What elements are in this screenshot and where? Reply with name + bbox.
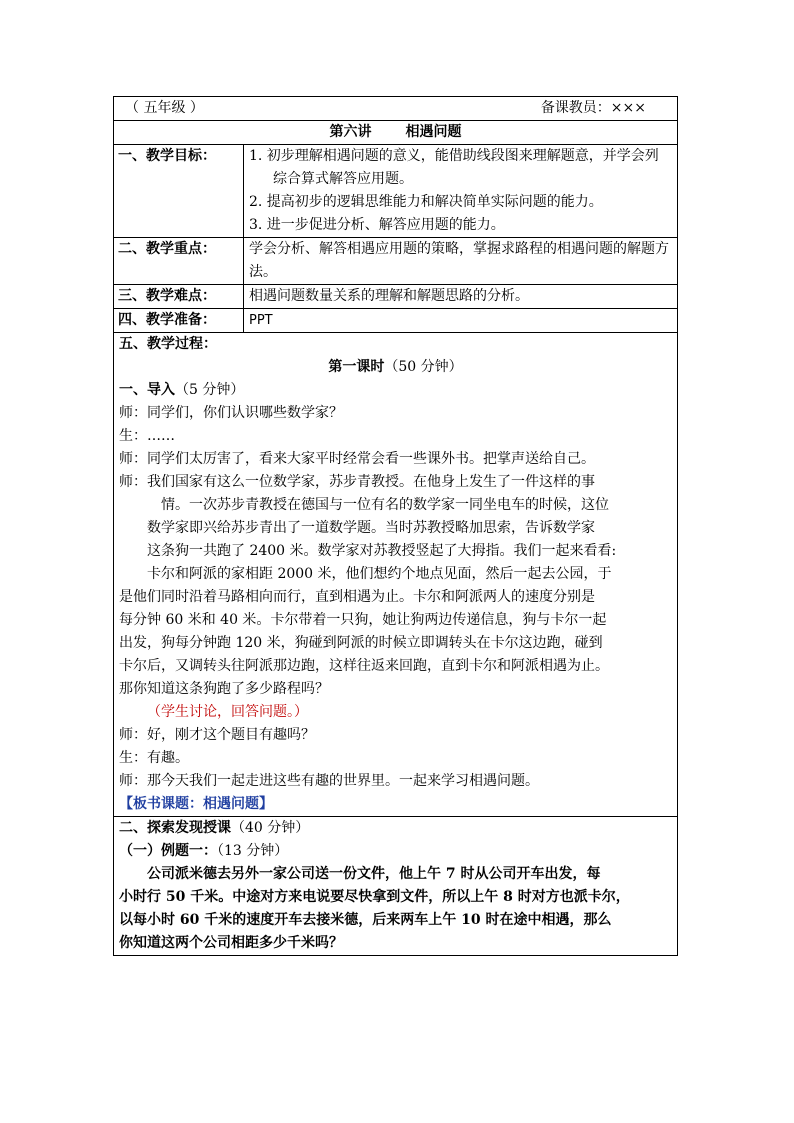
explore-title: 二、探索发现授课 [119, 820, 231, 836]
goals-label: 一、教学目标： [114, 145, 244, 238]
example-title: （一）例题一： [119, 843, 217, 859]
process-content [114, 333, 678, 817]
intro-title: 一、导入 [119, 382, 175, 398]
explore-content [114, 817, 678, 956]
intro-duration: （5 分钟） [175, 382, 245, 398]
period-duration: （50 分钟） [384, 359, 463, 375]
dialogue-line: 师：同学们太厉害了，看来大家平时经常会看一些课外书。把掌声送给自己。 [119, 451, 595, 467]
example-line: 以每小时 60 千米的速度开车去接米德，后来两车上午 10 时在途中相遇，那么 [119, 912, 612, 928]
preparation-label: 四、教学准备： [114, 309, 244, 333]
dialogue-line: 师：好，刚才这个题目有趣吗？ [119, 727, 315, 743]
period-title: 第一课时 [328, 359, 385, 375]
difficulty-row [114, 285, 678, 309]
explore-row [114, 817, 678, 956]
preparation-text: PPT [244, 309, 678, 333]
period-heading [119, 356, 672, 379]
story-head: 师：我们国家有这么一位数学家，苏步青教授。在他身上发生了一件这样的事 [119, 474, 595, 490]
story-line: 情。一次苏步青教授在德国与一位有名的数学家一同坐电车的时候，这位 [161, 497, 609, 513]
explore-heading [119, 817, 672, 840]
dialogue-line: 师：同学们，你们认识哪些数学家？ [119, 405, 343, 421]
preparation-row [114, 309, 678, 333]
process-label: 五、教学过程： [119, 336, 217, 352]
problem-line: 是他们同时沿着马路相向而行，直到相遇为止。卡尔和阿派两人的速度分别是 [119, 589, 595, 605]
teacher-label: 备课教员：××× [540, 100, 647, 116]
goal-item: 3. 进一步促进分析、解答应用题的能力。 [249, 217, 505, 233]
header-row [114, 97, 678, 121]
difficulty-text: 相遇问题数量关系的理解和解题思路的分析。 [244, 285, 678, 309]
lecture-title [114, 121, 678, 145]
goals-content [244, 145, 678, 238]
key-points-label: 二、教学重点： [114, 238, 244, 285]
problem-line: 出发，狗每分钟跑 120 米，狗碰到阿派的时候立即调转头在卡尔这边跑，碰到 [119, 635, 603, 651]
example-line: 你知道这两个公司相距多少千米吗？ [119, 935, 343, 951]
dialogue-line: 师：那今天我们一起走进这些有趣的世界里。一起来学习相遇问题。 [119, 773, 539, 789]
example-line: 公司派米德去另外一家公司送一份文件，他上午 7 时从公司开车出发，每 [147, 866, 601, 882]
goal-item: 1. 初步理解相遇问题的意义，能借助线段图来理解题意，并学会列综合算式解答应用题。 [249, 148, 659, 187]
intro-heading [119, 379, 672, 402]
grade-label: （ 五年级 ） [125, 100, 204, 116]
dialogue-line: 生：…… [119, 428, 175, 444]
key-points-text: 学会分析、解答相遇应用题的策略，掌握求路程的相遇问题的解题方法。 [244, 238, 678, 285]
difficulty-label: 三、教学难点： [114, 285, 244, 309]
problem-line: 卡尔后，又调转头往阿派那边跑，这样往返来回跑，直到卡尔和阿派相遇为止。 [119, 658, 609, 674]
process-row [114, 333, 678, 817]
problem-line: 每分钟 60 米和 40 米。卡尔带着一只狗，她让狗两边传递信息，狗与卡尔一起 [119, 612, 607, 628]
lesson-plan-table [113, 96, 678, 956]
lecture-topic: 相遇问题 [405, 124, 462, 140]
example-line: 小时行 50 千米。中途对方来电说要尽快拿到文件，所以上午 8 时对方也派卡尔， [119, 889, 630, 905]
story-line: 数学家即兴给苏步青出了一道数学题。当时苏教授略加思索，告诉数学家 [147, 520, 595, 536]
header-cell [114, 97, 678, 121]
goals-list [249, 145, 672, 237]
dialogue-line: 生：有趣。 [119, 750, 189, 766]
board-note: 【板书课题：相遇问题】 [119, 796, 273, 812]
example-duration: （13 分钟） [217, 843, 289, 859]
lecture-number: 第六讲 [329, 124, 372, 140]
explore-duration: （40 分钟） [231, 820, 310, 836]
problem-line: 那你知道这条狗跑了多少路程吗？ [119, 681, 329, 697]
example-heading [119, 840, 672, 863]
story-line: 这条狗一共跑了 2400 米。数学家对苏教授竖起了大拇指。我们一起来看看: [147, 543, 617, 559]
goals-row [114, 145, 678, 238]
discussion-note: （学生讨论，回答问题。） [147, 704, 308, 720]
title-row [114, 121, 678, 145]
problem-line: 卡尔和阿派的家相距 2000 米，他们想约个地点见面，然后一起去公园，于 [147, 566, 612, 582]
goal-item: 2. 提高初步的逻辑思维能力和解决简单实际问题的能力。 [249, 194, 603, 210]
key-points-row [114, 238, 678, 285]
